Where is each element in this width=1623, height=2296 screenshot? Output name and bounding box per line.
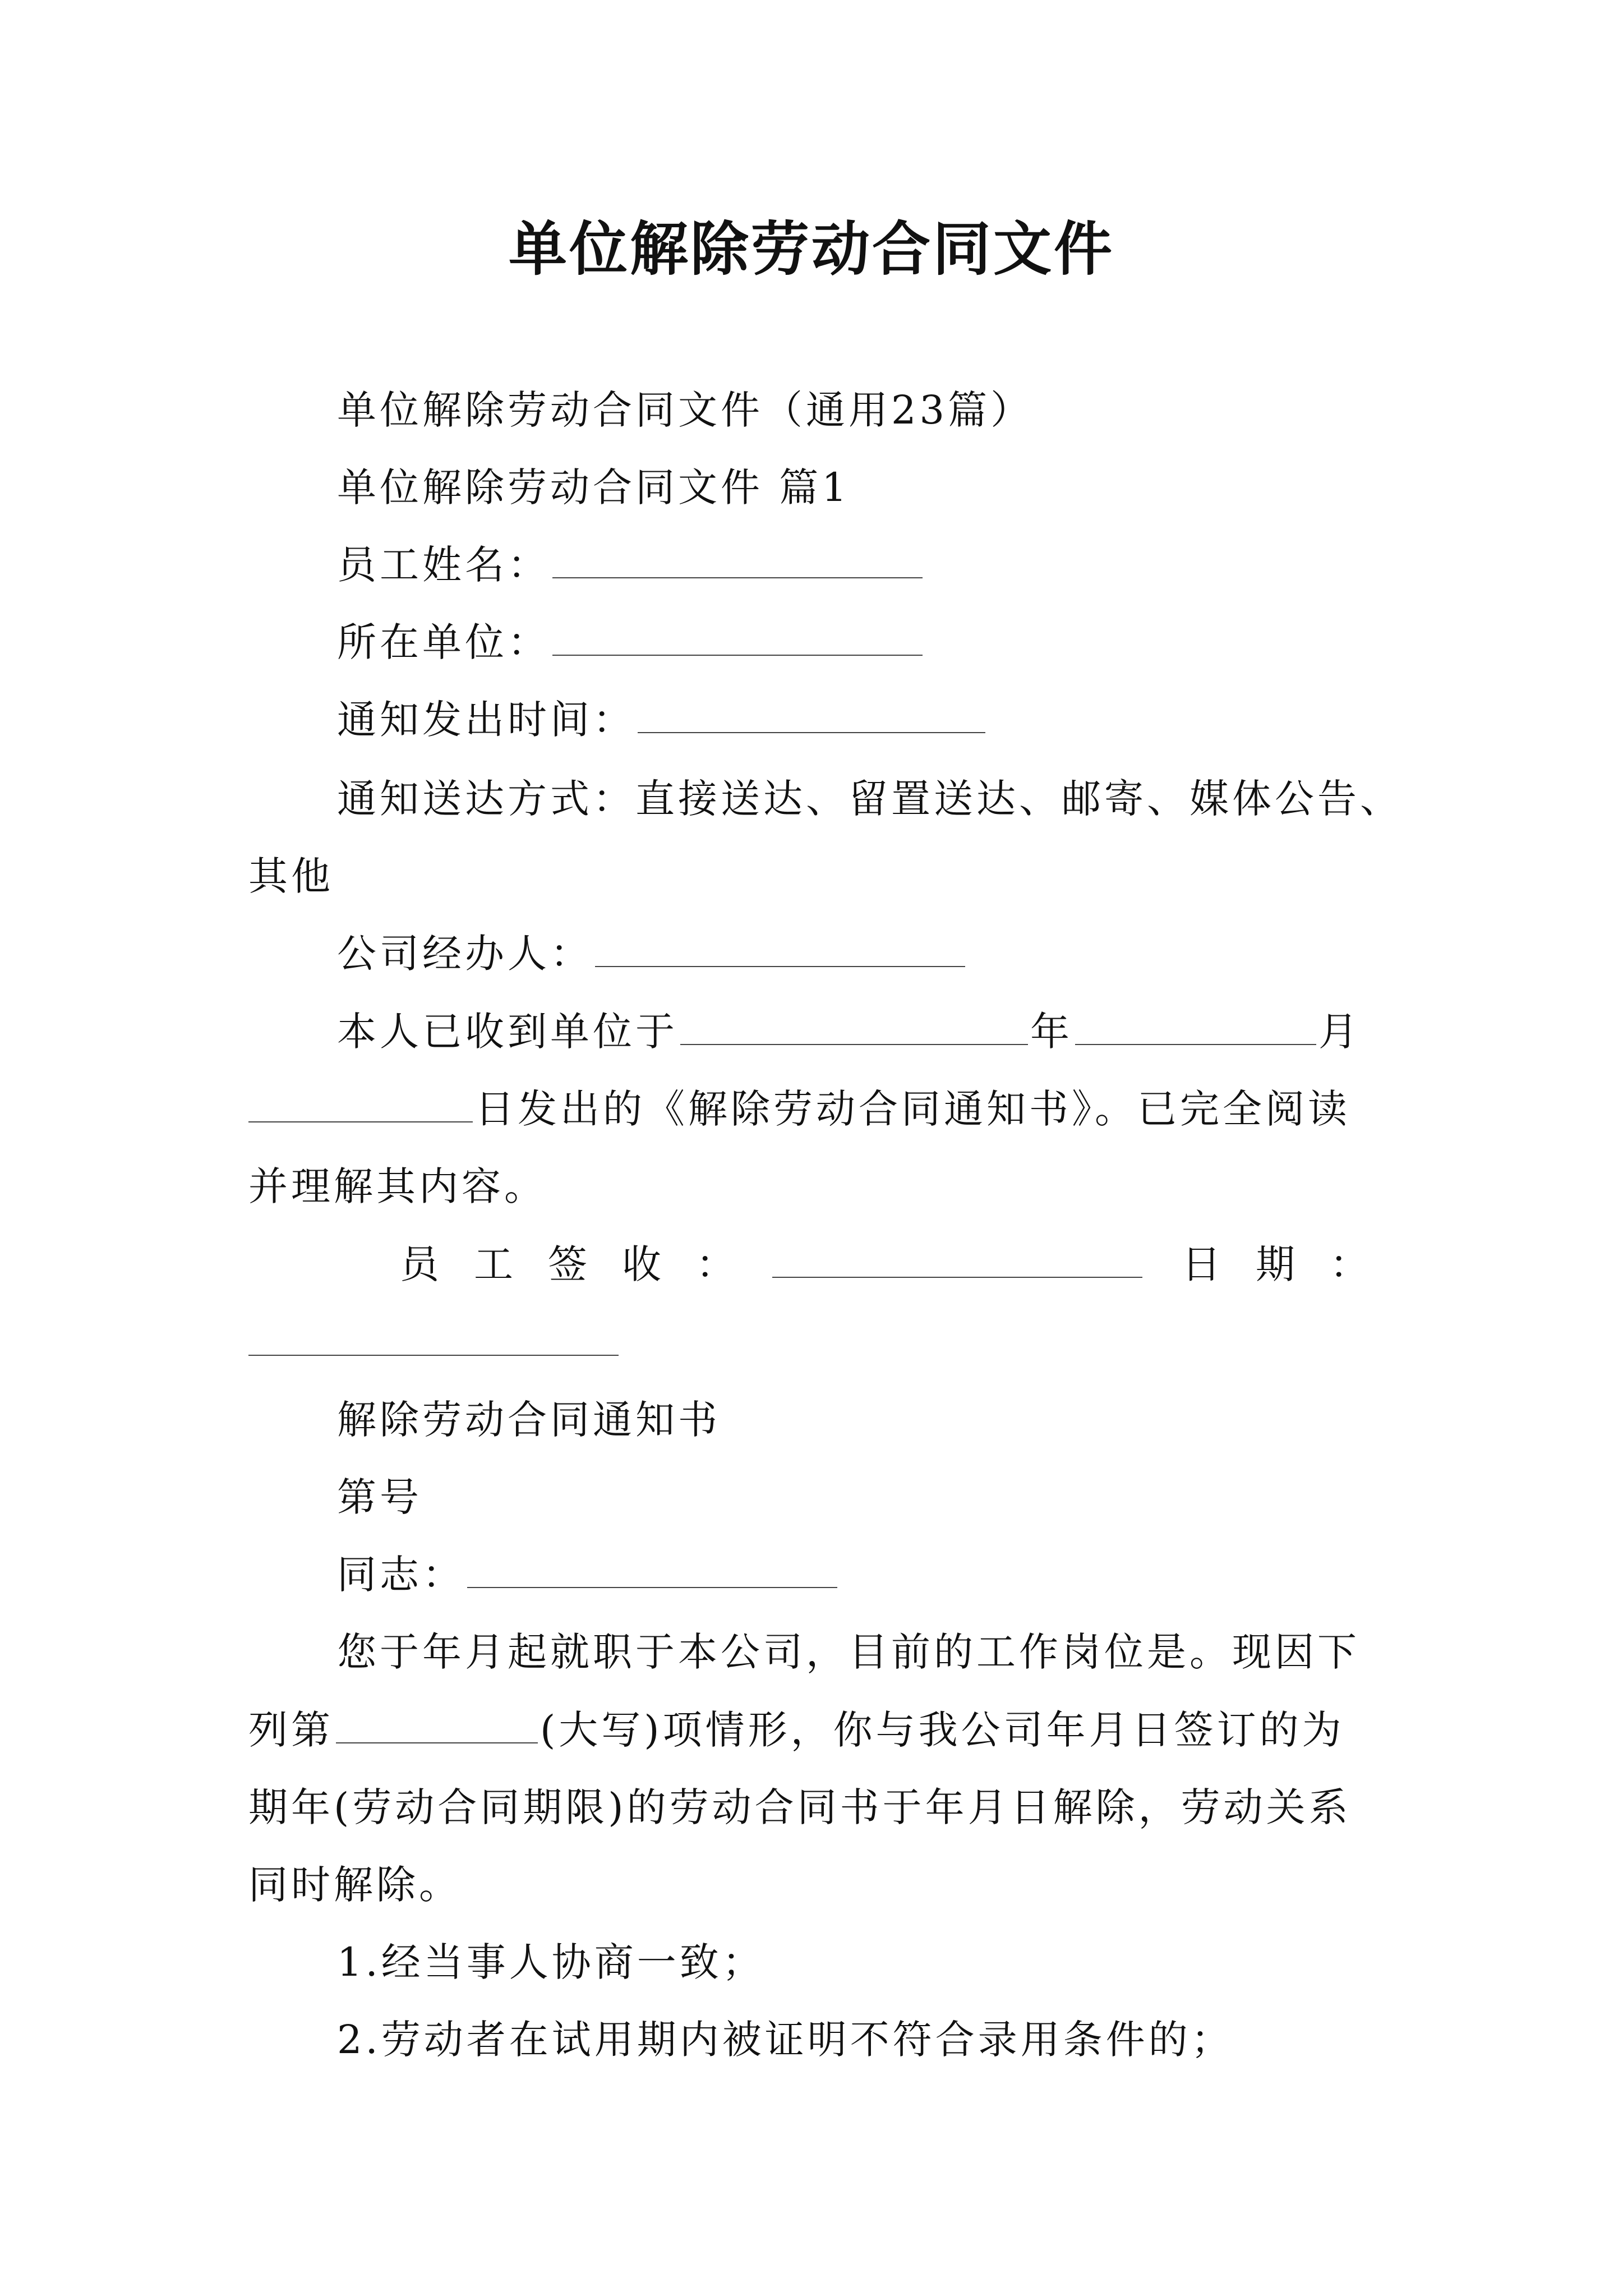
- notice-number: 第号: [337, 1474, 422, 1520]
- handler-field: 公司经办人：: [248, 930, 1381, 978]
- notice-time-blank: [638, 696, 985, 733]
- unit-field: 所在单位：: [248, 618, 1381, 666]
- employee-name-blank: [552, 541, 923, 578]
- receipt-line1: 本人已收到单位于 年 月: [337, 1009, 1361, 1055]
- clause-number-blank: [336, 1706, 538, 1743]
- list-item-1: 1.经当事人协商一致；: [337, 1939, 765, 1985]
- document-title: 单位解除劳动合同文件: [508, 215, 1114, 283]
- receipt-line3: 并理解其内容。: [248, 1163, 547, 1209]
- notice-paragraph-line4: 同时解除。: [248, 1862, 462, 1908]
- notice-paragraph-line1: 您于年月起就职于本公司，目前的工作岗位是。现因下: [337, 1629, 1360, 1675]
- notice-heading: 解除劳动合同通知书: [337, 1397, 721, 1443]
- comrade-field: 同志：: [248, 1550, 1381, 1599]
- delivery-method-line1: 通知送达方式：直接送达、留置送达、邮寄、媒体公告、: [337, 776, 1403, 822]
- notice-paragraph-line3: 期年(劳动合同期限)的劳动合同书于年月日解除，劳动关系: [248, 1784, 1352, 1830]
- signature-blank: [772, 1241, 1142, 1278]
- handler-blank: [595, 930, 965, 967]
- receipt-month-blank: [1075, 1008, 1316, 1045]
- date-label: 日期：: [1182, 1241, 1404, 1287]
- unit-blank: [552, 619, 923, 656]
- receipt-line2: 日发出的《解除劳动合同通知书》。已完全阅读: [248, 1085, 1381, 1133]
- list-item-2: 2.劳动者在试用期内被证明不符合录用条件的；: [337, 2017, 1234, 2063]
- employee-name-field: 员工姓名：: [248, 541, 1381, 589]
- receipt-year-blank: [680, 1008, 1028, 1045]
- date-blank-line: [248, 1318, 1381, 1366]
- notice-time-field: 通知发出时间：: [248, 696, 1381, 744]
- receipt-day-blank: [248, 1085, 473, 1122]
- comrade-blank: [467, 1551, 837, 1588]
- delivery-method-line2: 其他: [248, 853, 334, 899]
- date-blank: [248, 1319, 619, 1356]
- sign-label: 员工签收：: [400, 1241, 770, 1287]
- signature-line: [248, 1240, 1533, 1289]
- subtitle: 单位解除劳动合同文件（通用23篇）: [337, 387, 1034, 433]
- part-heading: 单位解除劳动合同文件 篇1: [337, 464, 850, 510]
- notice-paragraph-line2: 列第 (大写)项情形，你与我公司年月日签订的为: [248, 1707, 1345, 1753]
